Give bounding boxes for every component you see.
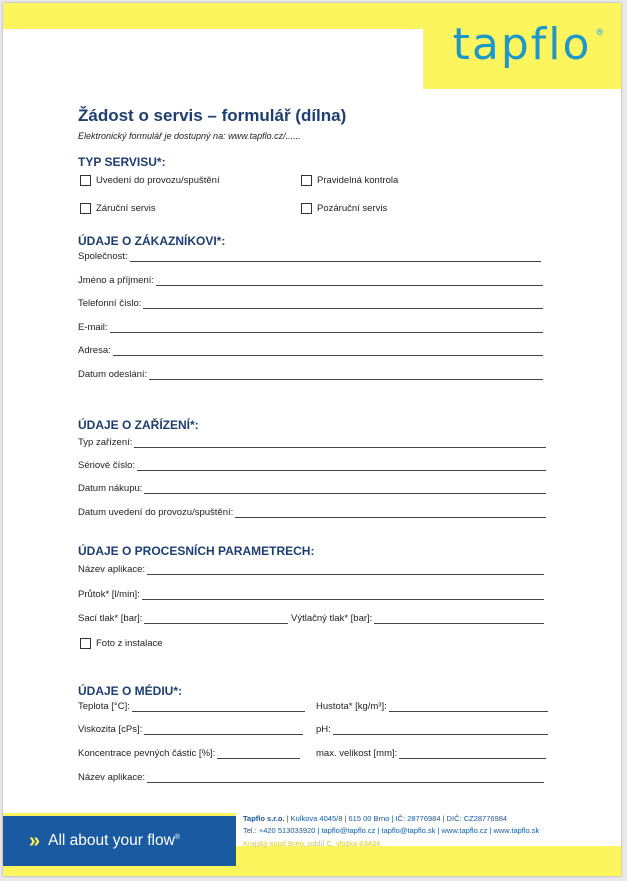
field-line[interactable] — [156, 277, 543, 286]
field-max-velikost[interactable] — [316, 748, 546, 759]
slogan-text: All about your flow — [48, 832, 175, 849]
checkbox-foto-z-instalace[interactable] — [80, 638, 163, 649]
field-line[interactable] — [333, 726, 548, 735]
page-subtitle: Elektronický formulář je dostupný na: www.tapflo.cz/...... — [78, 131, 301, 141]
checkbox-box[interactable] — [80, 175, 91, 186]
slogan-registered-mark: ® — [174, 833, 180, 841]
field-label: Výtlačný tlak* [bar]: — [291, 613, 373, 624]
field-label: Teplota [°C]: — [78, 701, 130, 712]
field-seriove-cislo[interactable] — [78, 460, 546, 471]
field-label: pH: — [316, 724, 331, 735]
checkbox-uvedeni[interactable] — [80, 175, 220, 186]
field-hustota[interactable] — [316, 701, 548, 712]
field-label: Název aplikace: — [78, 772, 146, 783]
heading-zakaznik: ÚDAJE O ZÁKAZNÍKOVI*: — [78, 234, 226, 248]
checkbox-label: Pozáruční servis — [317, 203, 388, 214]
field-prutok[interactable] — [78, 589, 544, 600]
checkbox-box[interactable] — [80, 203, 91, 214]
field-label: E-mail: — [78, 322, 108, 333]
field-email[interactable] — [78, 322, 543, 333]
field-ph[interactable] — [316, 724, 548, 735]
field-line[interactable] — [389, 703, 548, 712]
field-line[interactable] — [130, 253, 541, 262]
field-typ-zarizeni[interactable] — [78, 437, 546, 448]
field-label: Sériové číslo: — [78, 460, 136, 471]
field-label: Datum odeslání: — [78, 369, 148, 380]
field-adresa[interactable] — [78, 345, 543, 356]
field-line[interactable] — [235, 509, 546, 518]
logo-text: tapflo — [452, 18, 592, 70]
field-line[interactable] — [149, 371, 543, 380]
field-line[interactable] — [147, 774, 544, 783]
field-line[interactable] — [113, 347, 543, 356]
field-viskozita[interactable] — [78, 724, 303, 735]
field-label: Název aplikace: — [78, 564, 146, 575]
field-label: Jméno a příjmení: — [78, 275, 155, 286]
field-line[interactable] — [217, 750, 300, 759]
field-line[interactable] — [374, 615, 544, 624]
checkbox-box[interactable] — [80, 638, 91, 649]
field-line[interactable] — [147, 566, 544, 575]
field-spolecnost[interactable] — [78, 251, 541, 262]
footer-company: Tapflo s.r.o. — [243, 814, 285, 823]
logo — [423, 3, 621, 89]
field-line[interactable] — [134, 439, 546, 448]
heading-typ-servisu: TYP SERVISU*: — [78, 155, 166, 169]
checkbox-box[interactable] — [301, 175, 312, 186]
field-koncentrace[interactable] — [78, 748, 300, 759]
field-label: Společnost: — [78, 251, 128, 262]
field-label: Datum uvedení do provozu/spuštění: — [78, 507, 234, 518]
heading-zarizeni: ÚDAJE O ZAŘÍZENÍ*: — [78, 418, 199, 432]
checkbox-zarucni-servis[interactable] — [80, 203, 156, 214]
checkbox-pravidelna-kontrola[interactable] — [301, 175, 398, 186]
field-line[interactable] — [144, 615, 288, 624]
field-label: Koncentrace pevných částic [%]: — [78, 748, 216, 759]
checkbox-box[interactable] — [301, 203, 312, 214]
field-line[interactable] — [137, 462, 546, 471]
field-nazev-aplikace-medium[interactable] — [78, 772, 544, 783]
footer-address-line — [243, 814, 507, 823]
field-line[interactable] — [144, 726, 303, 735]
footer-registry-line: Krajský soud Brno, oddíl C, vložka 63434 — [243, 839, 381, 848]
footer-slogan — [48, 832, 180, 850]
checkbox-pozarucni-servis[interactable] — [301, 203, 387, 214]
field-label: Adresa: — [78, 345, 111, 356]
field-datum-uvedeni[interactable] — [78, 507, 546, 518]
field-saci-tlak[interactable] — [78, 613, 288, 624]
field-label: Typ zařízení: — [78, 437, 133, 448]
field-datum-nakupu[interactable] — [78, 483, 546, 494]
field-vytlacny-tlak[interactable] — [291, 613, 544, 624]
field-label: Viskozita [cPs]: — [78, 724, 143, 735]
checkbox-label: Uvedení do provozu/spuštění — [96, 175, 220, 186]
field-nazev-aplikace[interactable] — [78, 564, 544, 575]
form-page — [3, 3, 621, 876]
heading-medium: ÚDAJE O MÉDIU*: — [78, 684, 183, 698]
logo-registered-mark: ® — [596, 27, 603, 37]
field-label: Sací tlak* [bar]: — [78, 613, 143, 624]
field-line[interactable] — [144, 485, 546, 494]
footer-slogan-panel — [3, 816, 236, 866]
chevron-right-icon: » — [29, 829, 37, 852]
field-label: Hustota* [kg/m³]: — [316, 701, 387, 712]
field-line[interactable] — [143, 300, 543, 309]
heading-procesni-parametry: ÚDAJE O PROCESNÍCH PARAMETRECH: — [78, 544, 315, 558]
page-title: Žádost o servis – formulář (dílna) — [78, 106, 347, 125]
field-datum-odeslani[interactable] — [78, 369, 543, 380]
field-line[interactable] — [110, 324, 543, 333]
field-line[interactable] — [142, 591, 544, 600]
field-line[interactable] — [399, 750, 546, 759]
checkbox-label: Pravidelná kontrola — [317, 175, 399, 186]
field-label: Datum nákupu: — [78, 483, 143, 494]
field-label: Průtok* [l/min]: — [78, 589, 140, 600]
checkbox-label: Záruční servis — [96, 203, 156, 214]
checkbox-label: Foto z instalace — [96, 638, 163, 649]
field-jmeno[interactable] — [78, 275, 543, 286]
field-label: Telefonní číslo: — [78, 298, 142, 309]
field-line[interactable] — [132, 703, 305, 712]
footer-address: | Kulkova 4045/8 | 615 00 Brno | IČ: 28776984 | DIČ: CZ28776984 — [284, 814, 508, 823]
field-teplota[interactable] — [78, 701, 305, 712]
field-label: max. velikost [mm]: — [316, 748, 398, 759]
footer-contact-line[interactable]: Tel.: +420 513033920 | tapflo@tapflo.cz | tapflo@tapflo.sk | www.tapflo.cz | www.tapflo.sk — [243, 826, 540, 835]
field-telefon[interactable] — [78, 298, 543, 309]
